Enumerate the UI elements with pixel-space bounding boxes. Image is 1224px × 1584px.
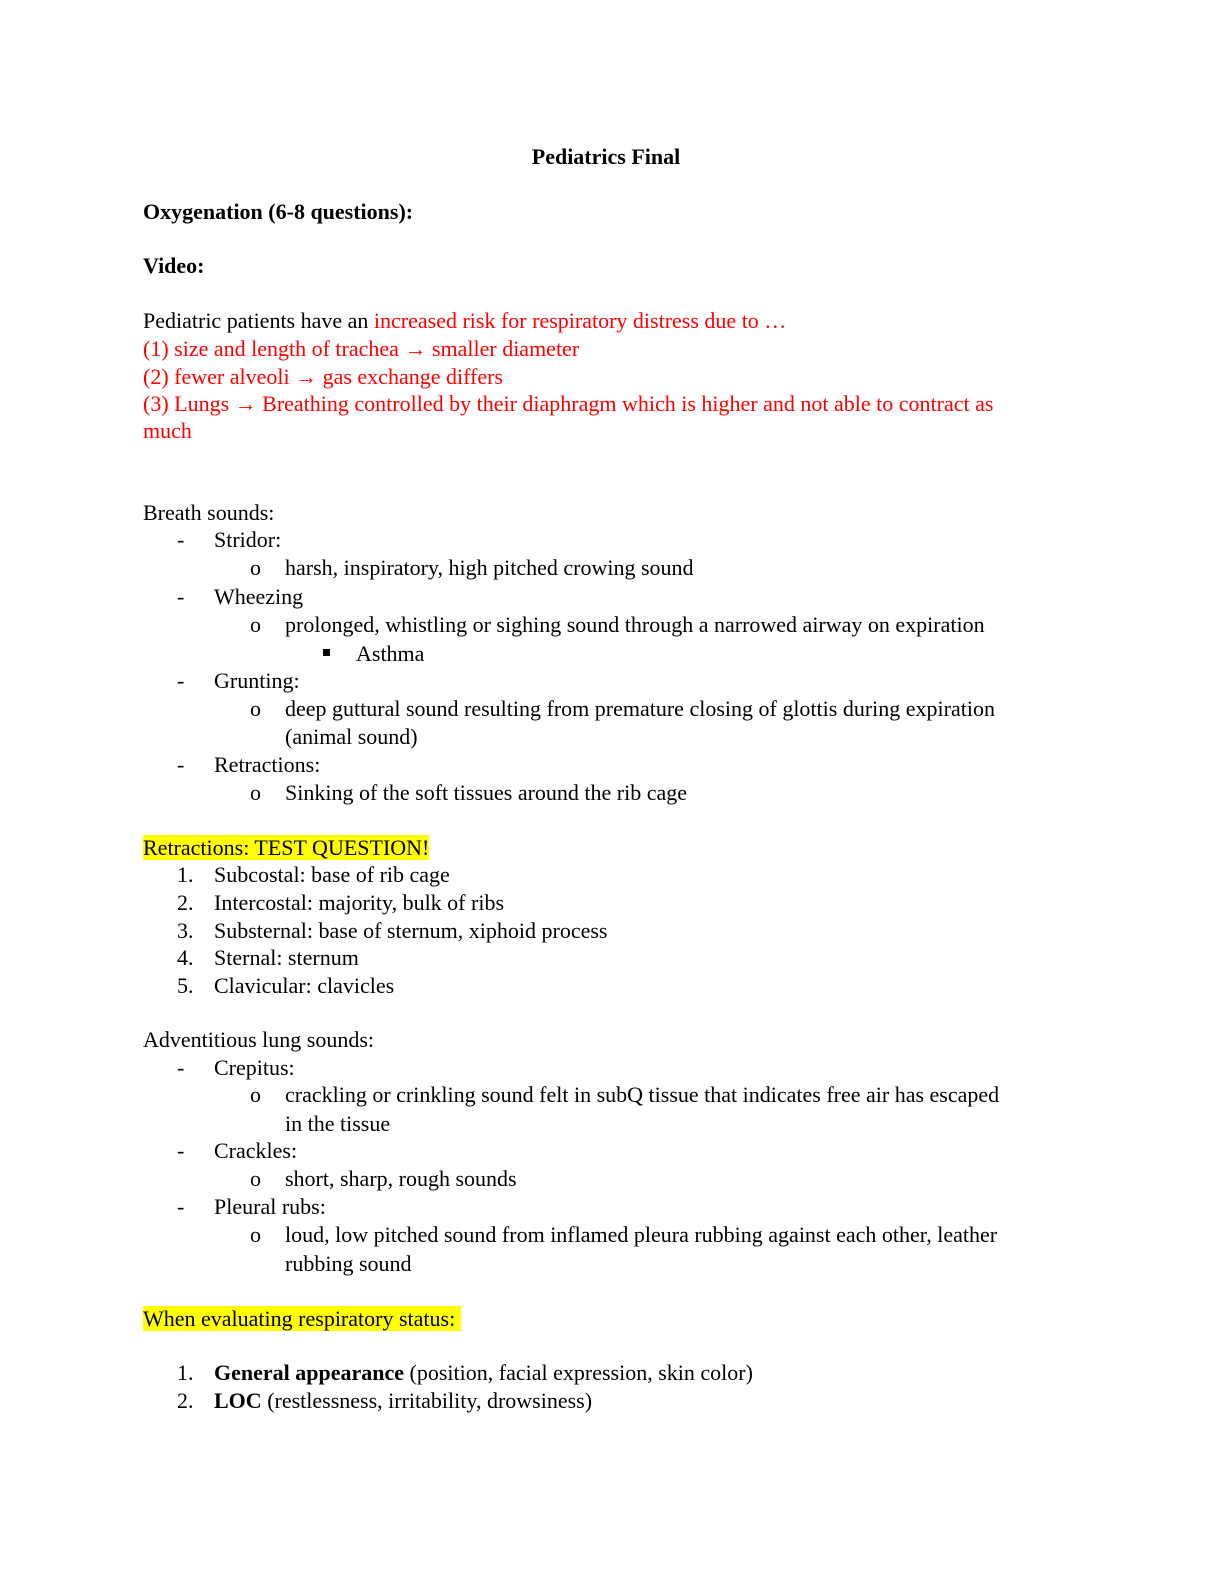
- list-item-desc: prolonged, whistling or sighing sound through a narrowed airway on expiration: [285, 612, 985, 637]
- video-heading: Video:: [143, 253, 205, 278]
- intro-line: [143, 307, 786, 335]
- list-item-desc: harsh, inspiratory, high pitched crowing sound: [285, 555, 694, 580]
- list-item-label: Pleural rubs:: [214, 1194, 326, 1219]
- list-item: Sternal: sternum: [214, 945, 359, 970]
- list-number: 2.: [177, 1388, 194, 1413]
- list-item-label: Stridor:: [214, 527, 282, 552]
- list-number: 2.: [177, 890, 194, 915]
- circle-bullet-icon: o: [250, 1082, 261, 1107]
- list-item-label: Crepitus:: [214, 1055, 295, 1080]
- list-item-label: Wheezing: [214, 584, 304, 609]
- list-number: 4.: [177, 945, 194, 970]
- arrow-icon: →: [404, 336, 427, 361]
- list-item: Subcostal: base of rib cage: [214, 862, 450, 887]
- circle-bullet-icon: o: [250, 555, 261, 580]
- list-item-label: Grunting:: [214, 668, 300, 693]
- document-title: Pediatrics Final: [531, 144, 681, 169]
- list-item: Intercostal: majority, bulk of ribs: [214, 890, 505, 915]
- risk-item: (3) Lungs → Breathing controlled by their diaphragm which is higher and not able to contract as: [143, 391, 994, 416]
- intro-emphasis: increased risk for respiratory distress due to …: [373, 308, 787, 333]
- list-number: 5.: [177, 973, 194, 998]
- circle-bullet-icon: o: [250, 1222, 261, 1247]
- list-item-label: Crackles:: [214, 1138, 298, 1163]
- intro-plain: Pediatric patients have an: [143, 308, 374, 333]
- dash-marker: -: [177, 668, 185, 693]
- list-number: 1.: [177, 862, 194, 887]
- list-item-desc: loud, low pitched sound from inflamed pleura rubbing against each other, leather: [285, 1222, 998, 1247]
- list-item: Clavicular: clavicles: [214, 973, 395, 998]
- list-item: Substernal: base of sternum, xiphoid process: [214, 918, 608, 943]
- risk-item: (1) size and length of trachea → smaller diameter: [143, 336, 580, 361]
- circle-bullet-icon: o: [250, 780, 261, 805]
- circle-bullet-icon: o: [250, 696, 261, 721]
- arrow-icon: →: [295, 364, 318, 389]
- dash-marker: -: [177, 527, 185, 552]
- list-item-desc: (animal sound): [285, 724, 418, 749]
- arrow-icon: →: [234, 391, 257, 416]
- circle-bullet-icon: o: [250, 1166, 261, 1191]
- list-number: 1.: [177, 1360, 194, 1385]
- list-item-desc: deep guttural sound resulting from premature closing of glottis during expiration: [285, 696, 995, 721]
- circle-bullet-icon: o: [250, 612, 261, 637]
- adventitious-heading: Adventitious lung sounds:: [143, 1027, 375, 1052]
- list-item-desc: Sinking of the soft tissues around the rib cage: [285, 780, 688, 805]
- evaluating-heading: When evaluating respiratory status:: [143, 1306, 461, 1331]
- dash-marker: -: [177, 1055, 185, 1080]
- square-bullet-icon: [323, 649, 330, 656]
- dash-marker: -: [177, 1138, 185, 1163]
- dash-marker: -: [177, 1194, 185, 1219]
- list-item-desc: crackling or crinkling sound felt in subQ tissue that indicates free air has escaped: [285, 1082, 1000, 1107]
- list-item-label: Retractions:: [214, 752, 321, 777]
- retractions-heading: Retractions: TEST QUESTION!: [143, 835, 430, 860]
- dash-marker: -: [177, 752, 185, 777]
- breath-sounds-heading: Breath sounds:: [143, 500, 275, 525]
- list-item-desc: rubbing sound: [285, 1251, 412, 1276]
- risk-item: (2) fewer alveoli → gas exchange differs: [143, 364, 503, 389]
- list-item: LOC (restlessness, irritability, drowsiness): [214, 1388, 593, 1413]
- section-heading: Oxygenation (6-8 questions):: [143, 199, 414, 224]
- list-subitem: Asthma: [356, 641, 425, 666]
- list-number: 3.: [177, 918, 194, 943]
- list-item-desc: short, sharp, rough sounds: [285, 1166, 517, 1191]
- list-item-desc: in the tissue: [285, 1111, 391, 1136]
- dash-marker: -: [177, 584, 185, 609]
- risk-item-continuation: much: [143, 418, 192, 443]
- list-item: General appearance (position, facial expression, skin color): [214, 1360, 753, 1385]
